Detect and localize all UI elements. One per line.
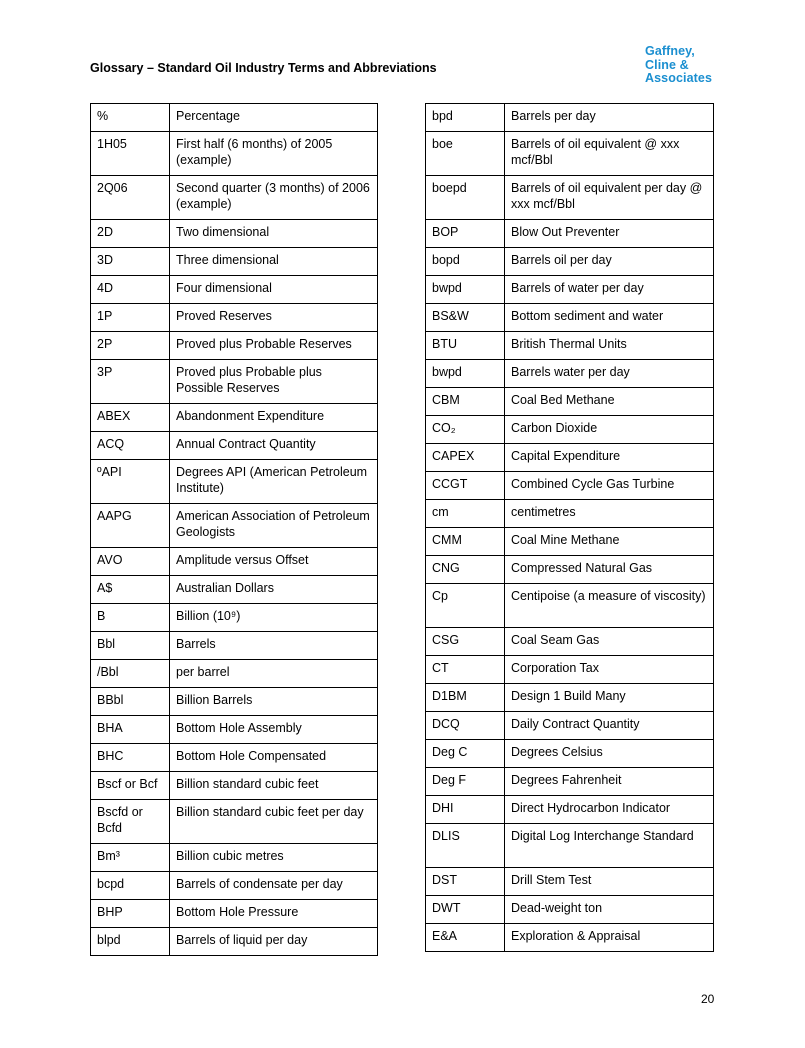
- table-row: [426, 304, 714, 332]
- table-row: [91, 132, 378, 176]
- glossary-definition: per barrel: [170, 660, 378, 688]
- glossary-term: ºAPI: [91, 460, 170, 504]
- glossary-definition: American Association of Petroleum Geologists: [170, 504, 378, 548]
- table-row: [426, 656, 714, 684]
- glossary-definition: Bottom Hole Assembly: [170, 716, 378, 744]
- glossary-term: 4D: [91, 276, 170, 304]
- glossary-term: ACQ: [91, 432, 170, 460]
- table-row: [426, 248, 714, 276]
- glossary-term: bwpd: [426, 276, 505, 304]
- table-row: [426, 472, 714, 500]
- glossary-term: D1BM: [426, 684, 505, 712]
- glossary-definition: Billion (10⁹): [170, 604, 378, 632]
- glossary-definition: Degrees API (American Petroleum Institute): [170, 460, 378, 504]
- table-row: [91, 900, 378, 928]
- table-row: [426, 104, 714, 132]
- glossary-term: Deg F: [426, 768, 505, 796]
- glossary-definition: Carbon Dioxide: [505, 416, 714, 444]
- glossary-term: DLIS: [426, 824, 505, 868]
- glossary-definition: Annual Contract Quantity: [170, 432, 378, 460]
- table-row: [426, 824, 714, 868]
- table-row: [91, 844, 378, 872]
- glossary-definition: centimetres: [505, 500, 714, 528]
- glossary-definition: Billion standard cubic feet: [170, 772, 378, 800]
- glossary-term: BHP: [91, 900, 170, 928]
- table-row: [426, 712, 714, 740]
- glossary-term: CMM: [426, 528, 505, 556]
- glossary-term: bopd: [426, 248, 505, 276]
- table-row: [426, 896, 714, 924]
- glossary-term: CNG: [426, 556, 505, 584]
- glossary-definition: Dead-weight ton: [505, 896, 714, 924]
- table-row: [91, 504, 378, 548]
- glossary-definition: Abandonment Expenditure: [170, 404, 378, 432]
- table-row: [426, 924, 714, 952]
- glossary-term: 3P: [91, 360, 170, 404]
- glossary-definition: Blow Out Preventer: [505, 220, 714, 248]
- glossary-definition: Bottom Hole Compensated: [170, 744, 378, 772]
- glossary-definition: Amplitude versus Offset: [170, 548, 378, 576]
- glossary-term: BTU: [426, 332, 505, 360]
- table-row: [426, 684, 714, 712]
- glossary-term: Deg C: [426, 740, 505, 768]
- glossary-term: Bscfd or Bcfd: [91, 800, 170, 844]
- table-row: [426, 444, 714, 472]
- glossary-definition: Direct Hydrocarbon Indicator: [505, 796, 714, 824]
- glossary-term: 3D: [91, 248, 170, 276]
- glossary-definition: Second quarter (3 months) of 2006 (example): [170, 176, 378, 220]
- glossary-definition: Barrels of oil equivalent @ xxx mcf/Bbl: [505, 132, 714, 176]
- glossary-term: CSG: [426, 628, 505, 656]
- glossary-term: AAPG: [91, 504, 170, 548]
- table-row: [91, 744, 378, 772]
- table-row: [426, 276, 714, 304]
- glossary-term: E&A: [426, 924, 505, 952]
- glossary-term: 2Q06: [91, 176, 170, 220]
- glossary-term: DWT: [426, 896, 505, 924]
- glossary-term: Bm³: [91, 844, 170, 872]
- glossary-term: BOP: [426, 220, 505, 248]
- table-row: [91, 800, 378, 844]
- glossary-definition: Combined Cycle Gas Turbine: [505, 472, 714, 500]
- glossary-term: Cp: [426, 584, 505, 628]
- table-row: [426, 360, 714, 388]
- glossary-definition: Barrels of condensate per day: [170, 872, 378, 900]
- table-row: [91, 872, 378, 900]
- glossary-term: CT: [426, 656, 505, 684]
- glossary-definition: Drill Stem Test: [505, 868, 714, 896]
- table-row: [91, 176, 378, 220]
- table-row: [426, 132, 714, 176]
- glossary-term: CCGT: [426, 472, 505, 500]
- glossary-term: BS&W: [426, 304, 505, 332]
- glossary-definition: Three dimensional: [170, 248, 378, 276]
- glossary-term: CO₂: [426, 416, 505, 444]
- table-row: [91, 928, 378, 956]
- glossary-definition: Proved plus Probable plus Possible Reserves: [170, 360, 378, 404]
- glossary-definition: Degrees Fahrenheit: [505, 768, 714, 796]
- table-row: [91, 716, 378, 744]
- table-row: [426, 740, 714, 768]
- glossary-term: CBM: [426, 388, 505, 416]
- table-row: [426, 500, 714, 528]
- glossary-definition: Barrels of oil equivalent per day @ xxx mcf/Bbl: [505, 176, 714, 220]
- glossary-definition: Barrels oil per day: [505, 248, 714, 276]
- table-row: [91, 604, 378, 632]
- table-row: [91, 360, 378, 404]
- glossary-term: boepd: [426, 176, 505, 220]
- glossary-term: Bscf or Bcf: [91, 772, 170, 800]
- table-row: [91, 688, 378, 716]
- table-row: [426, 556, 714, 584]
- glossary-definition: British Thermal Units: [505, 332, 714, 360]
- glossary-table-right: [425, 103, 714, 952]
- glossary-term: DHI: [426, 796, 505, 824]
- table-row: [91, 660, 378, 688]
- table-row: [426, 628, 714, 656]
- table-row: [426, 768, 714, 796]
- glossary-definition: First half (6 months) of 2005 (example): [170, 132, 378, 176]
- glossary-definition: Australian Dollars: [170, 576, 378, 604]
- glossary-definition: Billion standard cubic feet per day: [170, 800, 378, 844]
- table-row: [91, 772, 378, 800]
- glossary-definition: Barrels water per day: [505, 360, 714, 388]
- glossary-definition: Coal Bed Methane: [505, 388, 714, 416]
- glossary-definition: Barrels per day: [505, 104, 714, 132]
- glossary-definition: Proved Reserves: [170, 304, 378, 332]
- glossary-definition: Coal Mine Methane: [505, 528, 714, 556]
- table-row: [426, 796, 714, 824]
- glossary-definition: Compressed Natural Gas: [505, 556, 714, 584]
- table-row: [426, 416, 714, 444]
- glossary-definition: Exploration & Appraisal: [505, 924, 714, 952]
- table-row: [91, 576, 378, 604]
- glossary-term: bcpd: [91, 872, 170, 900]
- table-row: [426, 388, 714, 416]
- glossary-definition: Degrees Celsius: [505, 740, 714, 768]
- glossary-definition: Four dimensional: [170, 276, 378, 304]
- glossary-term: BHA: [91, 716, 170, 744]
- table-row: [426, 528, 714, 556]
- glossary-definition: Coal Seam Gas: [505, 628, 714, 656]
- table-row: [91, 432, 378, 460]
- table-row: [426, 332, 714, 360]
- table-row: [426, 220, 714, 248]
- glossary-definition: Percentage: [170, 104, 378, 132]
- glossary-definition: Design 1 Build Many: [505, 684, 714, 712]
- table-row: [426, 584, 714, 628]
- page-number: 20: [701, 992, 715, 1006]
- glossary-definition: Two dimensional: [170, 220, 378, 248]
- table-row: [91, 248, 378, 276]
- glossary-definition: Billion cubic metres: [170, 844, 378, 872]
- glossary-definition: Billion Barrels: [170, 688, 378, 716]
- glossary-term: 1H05: [91, 132, 170, 176]
- glossary-term: 2P: [91, 332, 170, 360]
- glossary-term: A$: [91, 576, 170, 604]
- glossary-term: BHC: [91, 744, 170, 772]
- glossary-term: %: [91, 104, 170, 132]
- glossary-definition: Proved plus Probable Reserves: [170, 332, 378, 360]
- glossary-definition: Barrels: [170, 632, 378, 660]
- glossary-definition: Daily Contract Quantity: [505, 712, 714, 740]
- table-row: [91, 404, 378, 432]
- glossary-term: 1P: [91, 304, 170, 332]
- table-row: [91, 104, 378, 132]
- glossary-definition: Centipoise (a measure of viscosity): [505, 584, 714, 628]
- glossary-term: AVO: [91, 548, 170, 576]
- table-row: [426, 176, 714, 220]
- table-row: [91, 548, 378, 576]
- glossary-term: /Bbl: [91, 660, 170, 688]
- glossary-term: bpd: [426, 104, 505, 132]
- table-row: [426, 868, 714, 896]
- table-row: [91, 304, 378, 332]
- glossary-term: BBbl: [91, 688, 170, 716]
- table-row: [91, 460, 378, 504]
- glossary-table-left: [90, 103, 378, 956]
- glossary-definition: Digital Log Interchange Standard: [505, 824, 714, 868]
- glossary-definition: Barrels of water per day: [505, 276, 714, 304]
- glossary-term: CAPEX: [426, 444, 505, 472]
- glossary-term: ABEX: [91, 404, 170, 432]
- glossary-definition: Capital Expenditure: [505, 444, 714, 472]
- glossary-term: 2D: [91, 220, 170, 248]
- table-row: [91, 332, 378, 360]
- glossary-definition: Bottom sediment and water: [505, 304, 714, 332]
- company-logo: Gaffney, Cline & Associates: [645, 44, 713, 85]
- glossary-term: B: [91, 604, 170, 632]
- glossary-term: boe: [426, 132, 505, 176]
- glossary-definition: Corporation Tax: [505, 656, 714, 684]
- table-row: [91, 220, 378, 248]
- glossary-term: DST: [426, 868, 505, 896]
- page-title: Glossary – Standard Oil Industry Terms and Abbreviations: [90, 61, 437, 75]
- glossary-term: Bbl: [91, 632, 170, 660]
- glossary-term: bwpd: [426, 360, 505, 388]
- glossary-definition: Barrels of liquid per day: [170, 928, 378, 956]
- table-row: [91, 276, 378, 304]
- glossary-term: blpd: [91, 928, 170, 956]
- glossary-term: DCQ: [426, 712, 505, 740]
- table-row: [91, 632, 378, 660]
- glossary-term: cm: [426, 500, 505, 528]
- glossary-definition: Bottom Hole Pressure: [170, 900, 378, 928]
